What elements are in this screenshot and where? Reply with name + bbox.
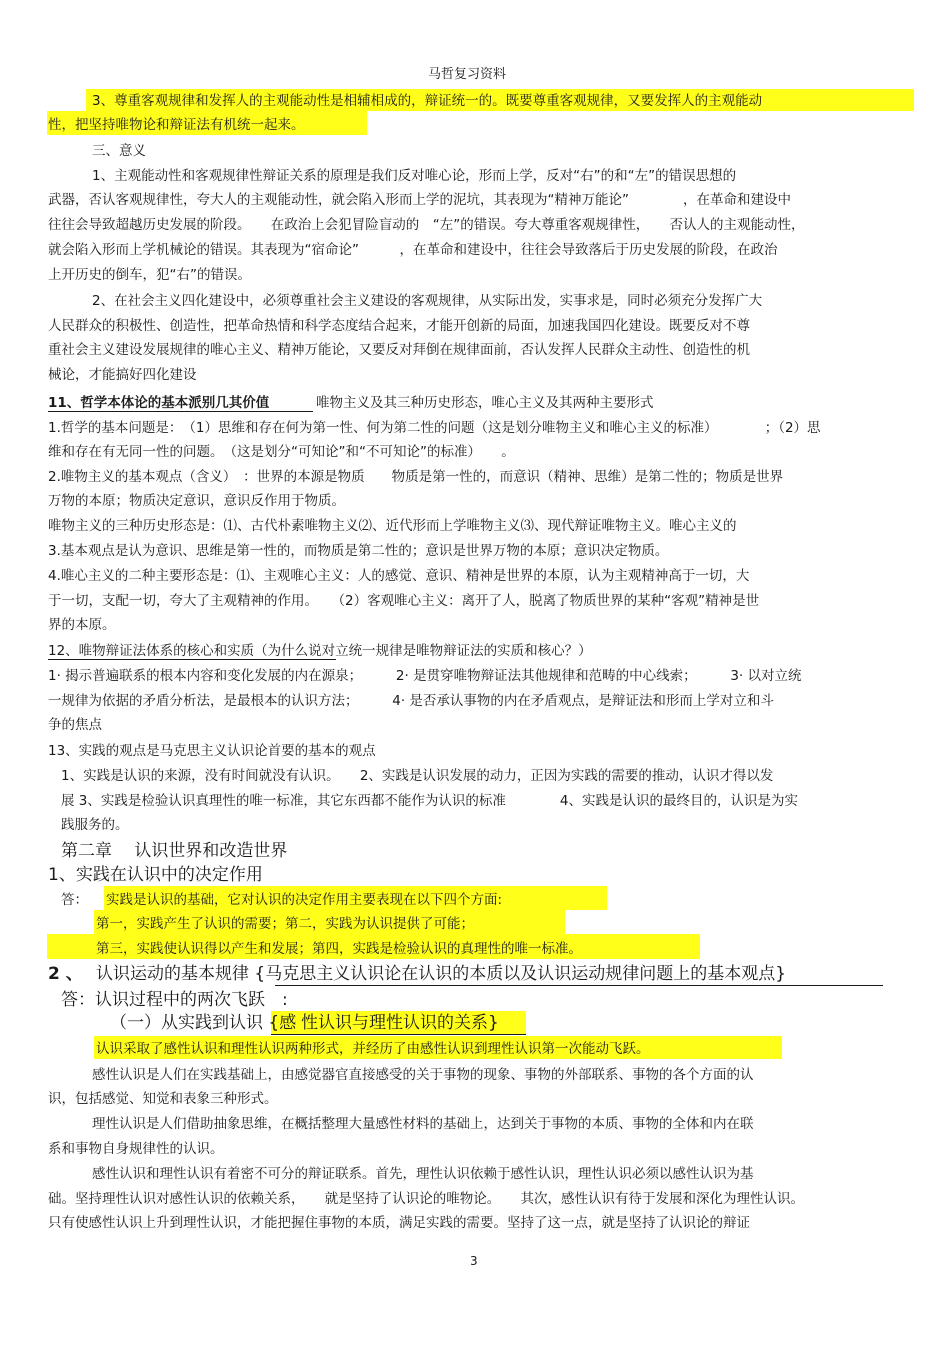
text-line: 万物的本原；物质决定意识，意识反作用于物质。 [48,493,345,509]
text-line: 唯物主义及其三种历史形态，唯心主义及其两种主要形式 [316,395,654,411]
underline [48,411,313,412]
text-line: 答：认识过程中的两次飞跃 : [61,990,288,1010]
chapter-title: 第二章 认识世界和改造世界 [61,841,288,861]
text-line: 性，把坚持唯物论和辩证法有机统一起来。 [48,117,305,133]
text-line: 重社会主义建设发展规律的唯心主义、精神万能论，又要反对拜倒在规律面前，否认发挥人民群众主动性、创造性的机 [48,342,750,358]
subsection-title: （一）从实践到认识 {感 [110,1013,297,1033]
text-line: 第三，实践使认识得以产生和发展；第四，实践是检验认识的真理性的唯一标准。 [96,941,582,957]
text-line: 1、实践是认识的来源，没有时间就没有认识。 2、实践是认识发展的动力，正因为实践的需要的推动，认识才得以发 [61,768,774,784]
question-heading-12: 12、唯物辩证法体系的核心和实质（为什么说对立统一规律是唯物辩证法的实质和核心？） [48,643,592,659]
text-line: 3、尊重客观规律和发挥人的主观能动性是相辅相成的，辩证统一的。既要尊重客观规律，又要发挥人的主观能动 [92,93,763,109]
text-line: 往往会导致超越历史发展的阶段。 在政治上会犯冒险盲动的 “左”的错误。夸大尊重客观规律性， 否认人的主观能动性， [48,217,805,233]
text-line: 1.哲学的基本问题是： （1）思维和存在何为第一性、何为第二性的问题（这是划分唯物主义和唯心主义的标准） ；（2）思 [48,420,821,436]
text-line: 展 3、实践是检验认识真理性的唯一标准，其它东西都不能作为认识的标准 4、实践是认识的最终目的，认识是为实 [61,793,798,809]
text-line: 只有使感性认识上升到理性认识，才能把握住事物的本质，满足实践的需要。坚持了这一点，就是坚持了认识论的辩证 [48,1215,750,1231]
text-line: 争的焦点 [48,717,102,733]
text-line: 人民群众的积极性、创造性，把革命热情和科学态度结合起来，才能开创新的局面，加速我国四化建设。既要反对不尊 [48,318,750,334]
section-number-2: 2 、 [48,964,83,984]
text-line: 认识采取了感性认识和理性认识两种形式，并经历了由感性认识到理性认识第一次能动飞跃。 [96,1041,650,1057]
text-line: 实践是认识的基础，它对认识的决定作用主要表现在以下四个方面: [106,892,503,908]
text-line: 于一切，支配一切，夸大了主观精神的作用。 （2）客观唯心主义：离开了人，脱离了物质世界的某种“客观”精神是世 [48,593,760,609]
text-line: 唯物主义的三种历史形态是：⑴、古代朴素唯物主义⑵、近代形而上学唯物主义⑶、现代辩证唯物主义。唯心主义的 [48,518,737,534]
text-line: 2、在社会主义四化建设中，必须尊重社会主义建设的客观规律，从实际出发，实事求是，同时必须充分发挥广大 [92,293,763,309]
text-line: 础。坚持理性认识对感性认识的依赖关系， 就是坚持了认识论的唯物论。 其次，感性认识有待于发展和深化为理性认识。 [48,1191,804,1207]
text-line: 武器，否认客观规律性，夸大人的主观能动性，就会陷入形而上学的泥坑，其表现为“精神万能论” ，在革命和建设中 [48,192,791,208]
underline [48,659,336,660]
text-line: 就会陷入形而上学机械论的错误。其表现为“宿命论” ，在革命和建设中，往往会导致落后于历史发展的阶段，在政治 [48,242,778,258]
answer-label: 答： [61,892,88,908]
text-line: 上开历史的倒车，犯“右”的错误。 [48,267,251,283]
section-title-2: 认识运动的基本规律 {马克思主义认识论在认识的本质以及认识运动规律问题上的基本观点} [96,964,787,984]
text-line: 3.基本观点是认为意识、思维是第一性的，而物质是第二性的；意识是世界万物的本原；意识决定物质。 [48,543,669,559]
text-line: 4.唯心主义的二种主要形态是：⑴、主观唯心主义：人的感觉、意识、精神是世界的本原，认为主观精神高于一切，大 [48,568,750,584]
text-line: 械论，才能搞好四化建设 [48,367,197,383]
underline [271,1034,526,1035]
page-header-title: 马哲复习资料 [428,67,507,82]
text-line: 感性认识是人们在实践基础上，由感觉器官直接感受的关于事物的现象、事物的外部联系、事物的各个方面的认 [92,1067,754,1083]
page-number: 3 [470,1254,478,1268]
text-line: 践服务的。 [61,817,129,833]
section-title-1: 1、实践在认识中的决定作用 [48,865,263,885]
question-heading-11: 11、哲学本体论的基本派别几其价值 [48,395,270,411]
text-line: 维和存在有无同一性的问题。 （这是划分“可知论”和“不可知论”的标准） 。 [48,444,515,460]
text-line: 1· 揭示普遍联系的根本内容和变化发展的内在源泉； 2· 是贯穿唯物辩证法其他规律和范畴的中心线索； 3· 以对立统 [48,668,802,684]
text-line: 系和事物自身规律性的认识。 [48,1141,224,1157]
underline [275,985,883,986]
text-line: 感性认识和理性认识有着密不可分的辩证联系。首先，理性认识依赖于感性认识，理性认识必须以感性认识为基 [92,1166,754,1182]
text-line: 第一，实践产生了认识的需要；第二，实践为认识提供了可能； [96,916,474,932]
subsection-title-highlighted: 性认识与理性认识的关系} [301,1013,499,1033]
text-line: 识，包括感觉、知觉和表象三种形式。 [48,1091,278,1107]
text-line: 1、主观能动性和客观规律性辩证关系的原理是我们反对唯心论，形而上学，反对“右”的和“左”的错误思想的 [92,168,737,184]
text-line: 一规律为依据的矛盾分析法，是最根本的认识方法； 4· 是否承认事物的内在矛盾观点，是辩证法和形而上学对立和斗 [48,693,774,709]
text-line: 2.唯物主义的基本观点（含义） ：世界的本源是物质 物质是第一性的，而意识（精神、思维）是第二性的；物质是世界 [48,469,784,485]
section-heading: 三、意义 [92,143,146,159]
text-line: 界的本原。 [48,617,116,633]
question-heading-13: 13、实践的观点是马克思主义认识论首要的基本的观点 [48,743,376,759]
text-line: 理性认识是人们借助抽象思维，在概括整理大量感性材料的基础上，达到关于事物的本质、事物的全体和内在联 [92,1116,754,1132]
